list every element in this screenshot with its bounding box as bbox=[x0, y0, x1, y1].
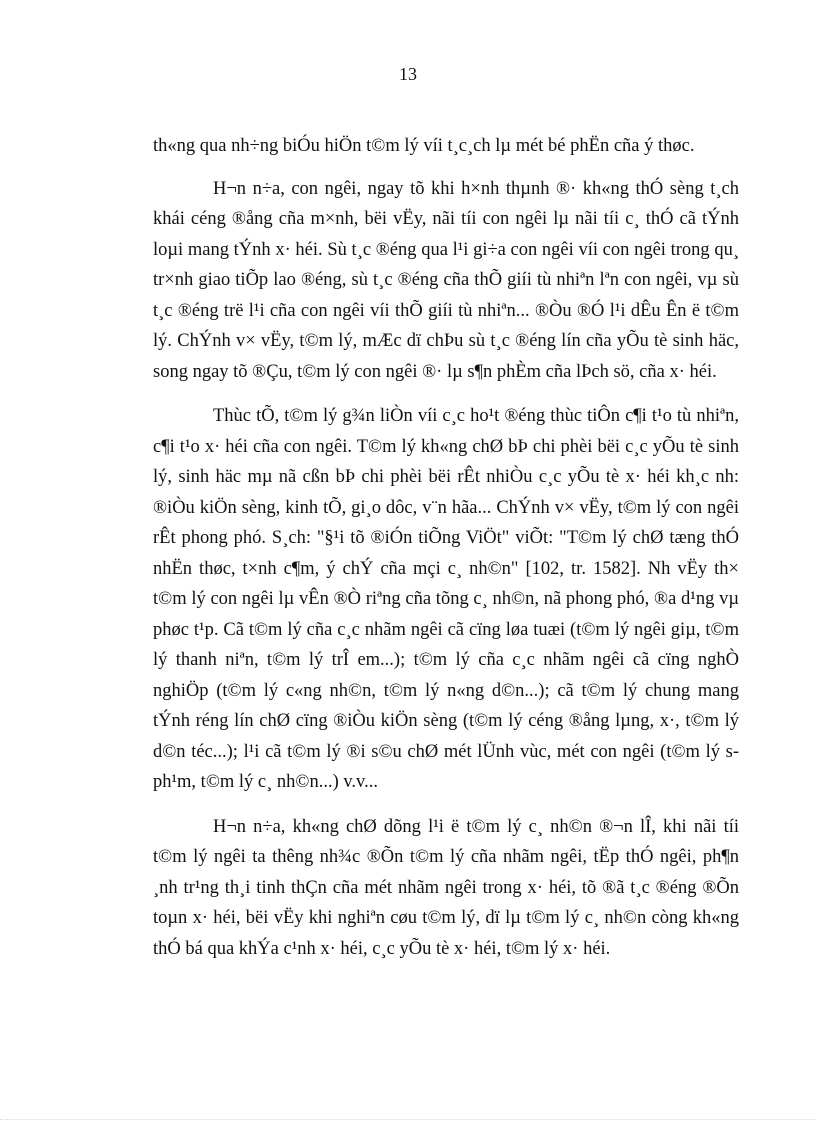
page-number: 13 bbox=[399, 64, 417, 84]
page-bottom-divider bbox=[0, 1119, 816, 1120]
paragraph-1: th«ng qua nh÷ng biÓu hiÖn t©m lý víi t¸c¸ch lµ mét bé phËn cña ý thøc. bbox=[153, 136, 695, 156]
paragraph-4: H¬n n÷a, kh«ng chØ dõng l¹i ë t©m lý c¸ nh©n ®¬n lÎ, khi nãi tíi t©m lý ngêi ta thêng nh¾c ®Õn t©m lý cña nhãm ngêi, tËp thÓ ngêi, ph¶n ¸nh tr¹ng th¸i tinh thÇn cña mét nhãm ngêi trong x· héi, tõ ®ã t¸c ®éng ®Õn toµn x· héi, bëi vËy khi nghiªn cøu t©m lý, dï lµ t©m lý c¸ nh©n còng kh«ng thÓ bá qua khÝa c¹nh x· héi, c¸c yÕu tè x· héi, t©m lý x· héi. bbox=[153, 816, 739, 959]
paragraph-2: H¬n n÷a, con ngêi, ngay tõ khi h×nh thµnh ®· kh«ng thÓ sèng t¸ch khái céng ®ång cña m×nh, bëi vËy, nãi tíi con ngêi lµ nãi tíi c¸ thÓ cã tÝnh loµi mang tÝnh x· héi. Sù t¸c ®éng qua l¹i gi÷a con ngêi víi con ngêi trong qu¸ tr×nh giao tiÕp lao ®éng, sù t¸c ®éng cña thÕ giíi tù nhiªn lªn con ngêi, vµ sù t¸c ®éng trë l¹i cña con ngêi víi thÕ giíi tù nhiªn... ®Òu ®Ó l¹i dÊu Ên ë t©m lý. ChÝnh v× vËy, t©m lý, mÆc dï chÞu sù t¸c ®éng lín cña yÕu tè sinh häc, song ngay tõ ®Çu, t©m lý con ngêi ®· lµ s¶n phÈm cña lÞch sö, cña x· héi. bbox=[153, 178, 739, 382]
paragraph-3: Thùc tÕ, t©m lý g¾n liÒn víi c¸c ho¹t ®éng thùc tiÔn c¶i t¹o tù nhiªn, c¶i t¹o x· héi cña con ngêi. T©m lý kh«ng chØ bÞ chi phèi bëi c¸c yÕu tè sinh lý, sinh häc mµ nã cßn bÞ chi phèi bëi rÊt nhiÒu c¸c yÕu tè x· héi kh¸c nh: ®iÒu kiÖn sèng, kinh tÕ, gi¸o dôc, v¨n hãa... ChÝnh v× vËy, t©m lý con ngêi rÊt phong phó. S¸ch: "§¹i tõ ®iÓn tiÕng ViÖt" viÕt: "T©m lý chØ tæng thÓ nhËn thøc, t×nh c¶m, ý chÝ cña mçi c¸ nh©n" [102, tr. 1582]. Nh vËy th× t©m lý con ngêi lµ vÊn ®Ò riªng cña tõng c¸ nh©n, nã phong phó, ®a d¹ng vµ phøc t¹p. Cã t©m lý cña c¸c nhãm ngêi cã cïng løa tuæi (t©m lý ngêi giµ, t©m lý thanh niªn, t©m lý trÎ em...); t©m lý cña c¸c nhãm ngêi cã cïng nghÒ nghiÖp (t©m lý c«ng nh©n, t©m lý n«ng d©n...); cã t©m lý chung mang tÝnh réng lín chØ cïng ®iÒu kiÖn sèng (t©m lý céng ®ång lµng, x·, t©m lý d©n téc...); l¹i cã t©m lý ®i s©u chØ mét lÜnh vùc, mét con ngêi (t©m lý s ph¹m, t©m lý c¸ nh©n...) v.v... bbox=[153, 406, 739, 792]
body-text bbox=[153, 131, 739, 978]
